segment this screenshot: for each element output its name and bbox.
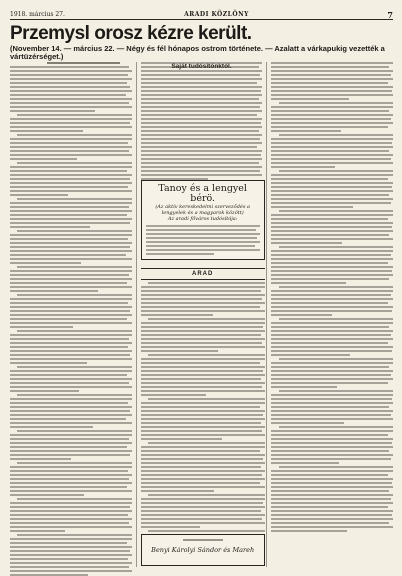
article-subtitle: Saját tudósítónktól. bbox=[171, 63, 232, 70]
arad-section bbox=[141, 266, 265, 560]
ad-box1-body bbox=[146, 225, 260, 255]
arad-rule-bottom bbox=[141, 279, 265, 280]
ad-box1-subtitle: (Az aktív kereskedelmi szerveződés a lengyelek és a magyarok között) bbox=[155, 204, 250, 216]
sub-headline: (November 14. — március 22. — Négy és fél hónapos ostrom története. — Azalatt a várkapukig vezették a vártüzérséget.) bbox=[10, 44, 385, 61]
ad-box2-title: Benyi Károlyi Sándor és Mareh bbox=[151, 546, 255, 554]
column-right bbox=[271, 62, 393, 567]
advertisement-box-1 bbox=[141, 180, 265, 260]
column-right-text bbox=[271, 62, 393, 532]
ad-box1-title-line1: Tanoy és a lengyel bérö. bbox=[158, 183, 247, 204]
column-middle bbox=[141, 62, 263, 567]
arad-section-text bbox=[141, 282, 265, 560]
running-header bbox=[10, 8, 393, 20]
column-left bbox=[10, 62, 132, 567]
advertisement-box-2 bbox=[141, 534, 265, 566]
issue-date: 1918. március 27. bbox=[10, 11, 65, 18]
ad-box2-ornament bbox=[183, 539, 223, 541]
columns bbox=[10, 62, 393, 567]
ad-box1-byline: Az aradi főváros tudósítója: bbox=[167, 216, 238, 222]
column-divider-2 bbox=[266, 62, 267, 567]
main-headline: Przemysl orosz kézre került. bbox=[10, 23, 252, 44]
column-divider-1 bbox=[136, 62, 137, 567]
page-number: 7 bbox=[387, 10, 393, 20]
arad-label: ARAD bbox=[191, 271, 214, 277]
paper-name: ARADI KÖZLÖNY bbox=[184, 11, 249, 18]
column-left-text bbox=[10, 62, 132, 576]
column-middle-text-top bbox=[141, 62, 263, 180]
arad-rule-top bbox=[141, 268, 265, 269]
